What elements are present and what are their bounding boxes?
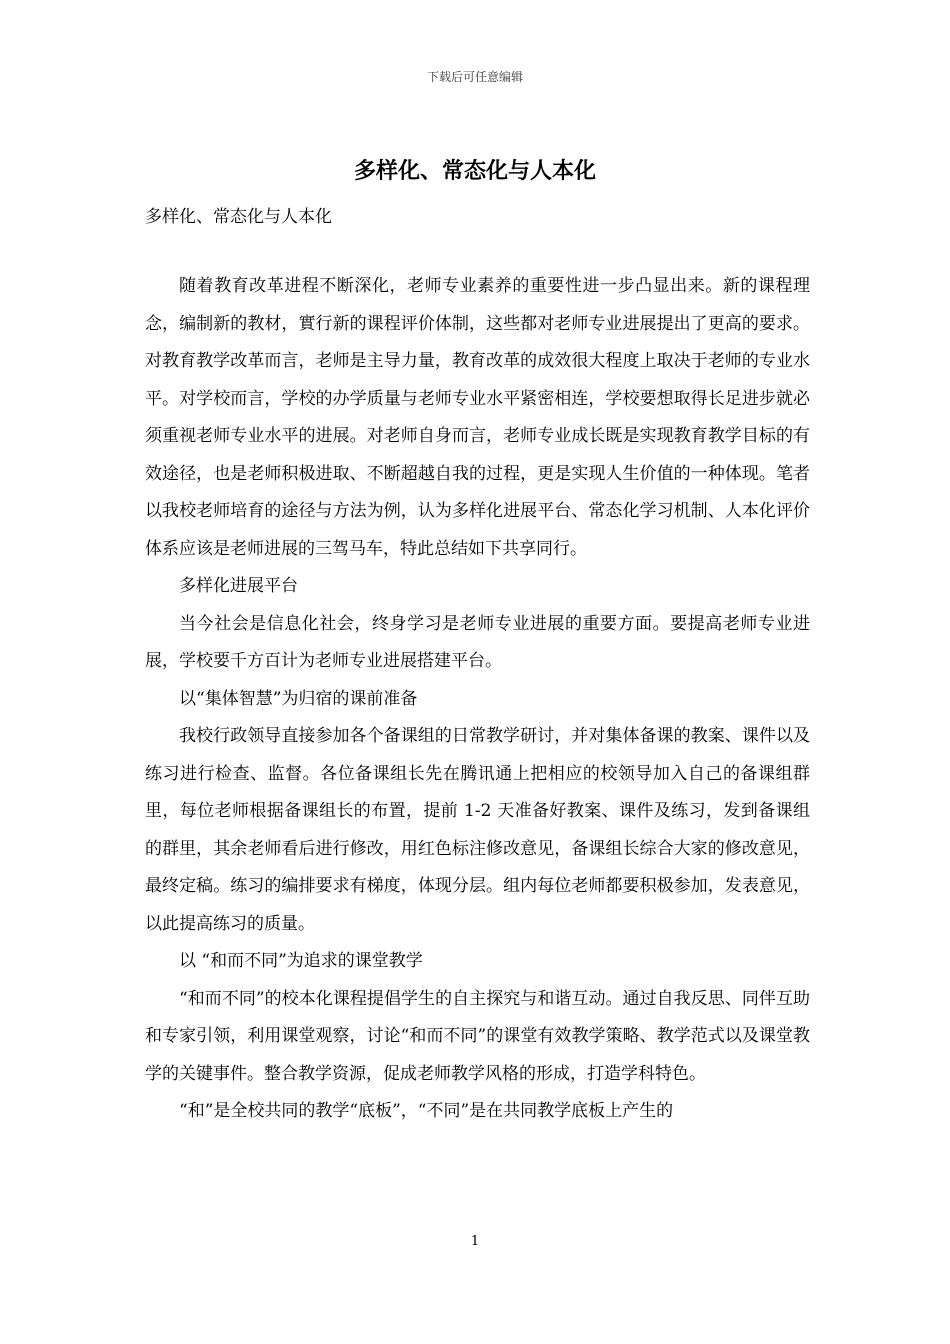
document-subtitle: 多样化、常态化与人本化 bbox=[145, 207, 332, 227]
paragraph-platform: 当今社会是信息化社会，终身学习是老师专业进展的重要方面。要提高老师专业进展，学校要千方百计为老师专业进展搭建平台。 bbox=[145, 613, 810, 671]
document-body bbox=[145, 268, 810, 1131]
paragraph-harmony: “和”是全校共同的教学“底板”，“不同”是在共同教学底板上产生的 bbox=[179, 1101, 674, 1121]
paragraph-preparation: 我校行政领导直接参加各个备课组的日常教学研讨，并对集体备课的教案、课件以及练习进行检查、监督。各位备课组长先在腾讯通上把相应的校领导加入自己的备课组群里，每位老师根据备课组长的布置，提前 1-2 天准备好教案、课件及练习，发到备课组的群里，其余老师看后进行修改，用红色标注修改意见，备课组长综合大家的修改意见，最终定稿。练习的编排要求有梯度，体现分层。组内每位老师都要积极参加，发表意见，以此提高练习的质量。 bbox=[145, 726, 810, 934]
header-note: 下载后可任意编辑 bbox=[426, 70, 523, 84]
document-title: 多样化、常态化与人本化 bbox=[353, 158, 596, 184]
paragraph-classroom: “和而不同”的校本化课程提倡学生的自主探究与和谐互动。通过自我反思、同伴互助和专家引领，利用课堂观察，讨论“和而不同”的课堂有效教学策略、教学范式以及课堂教学的关键事件。整合教学资源，促成老师教学风格的形成，打造学科特色。 bbox=[145, 988, 810, 1084]
page-number: 1 bbox=[470, 1234, 480, 1249]
subsection-heading-classroom: 以 “和而不同”为追求的课堂教学 bbox=[179, 951, 423, 971]
subsection-heading-preparation: 以“集体智慧”为归宿的课前准备 bbox=[179, 688, 418, 709]
section-heading-platform: 多样化进展平台 bbox=[179, 576, 298, 596]
paragraph-intro: 随着教育改革进程不断深化，老师专业素养的重要性进一步凸显出来。新的课程理念，编制新的教材，實行新的课程评价体制，这些都对老师专业进展提出了更高的要求。对教育教学改革而言，老师是主导力量，教育改革的成效很大程度上取决于老师的专业水平。对学校而言，学校的办学质量与老师专业水平紧密相连，学校要想取得长足进步就必须重视老师专业水平的进展。对老师自身而言，老师专业成长既是实现教育教学目标的有效途径，也是老师积极进取、不断超越自我的过程，更是实现人生价值的一种体现。笔者以我校老师培育的途径与方法为例，认为多样化进展平台、常态化学习机制、人本化评价体系应该是老师进展的三驾马车，特此总结如下共享同行。 bbox=[145, 276, 810, 559]
